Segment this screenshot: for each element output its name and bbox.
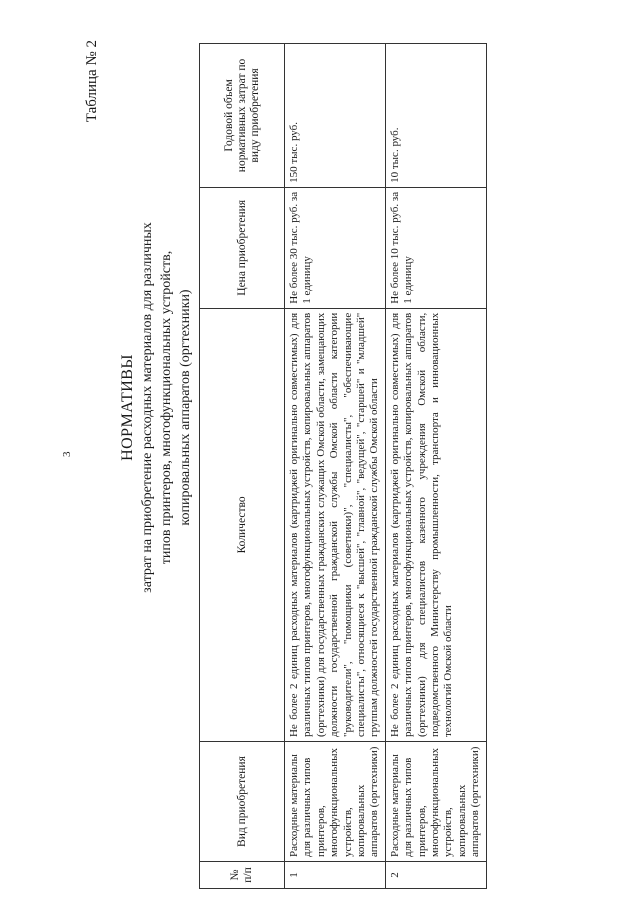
cell-type: Расходные материалы для различных типов принтеров, многофункциональных устройств, копировальных аппаратов (оргтехники) (385, 742, 486, 862)
header-num: № п/п (200, 862, 285, 889)
title-line-2: типов принтеров, многофункциональных устройств, (159, 250, 174, 565)
title-line-1: затрат на приобретение расходных материалов для различных (140, 222, 155, 593)
document-title (118, 60, 195, 755)
header-quantity: Количество (200, 308, 285, 741)
table-label: Таблица № 2 (84, 40, 100, 123)
table-row (285, 44, 386, 889)
table-header-row (200, 44, 285, 889)
header-annual: Годовой объем нормативных затрат по виду приобретения (200, 44, 285, 188)
cell-num: 2 (385, 862, 486, 889)
cell-price: Не более 30 тыс. руб. за 1 единицу (285, 187, 386, 308)
header-type: Вид приобретения (200, 742, 285, 862)
cell-type: Расходные материалы для различных типов принтеров, многофункциональных устройств, копировальных аппаратов (оргтехники) (285, 742, 386, 862)
cell-annual: 150 тыс. руб. (285, 44, 386, 188)
cell-price: Не более 10 тыс. руб. за 1 единицу (385, 187, 486, 308)
title-line-3: копировальных аппаратов (оргтехники) (178, 289, 193, 526)
cell-annual: 10 тыс. руб. (385, 44, 486, 188)
header-price: Цена приобретения (200, 187, 285, 308)
cell-quantity: Не более 2 единиц расходных материалов (картриджей оригинально совместимых) для различных типов принтеров, многофункциональных устройств, копировальных аппаратов (оргтехники) для государственных гражданских служащих Омской области, замещающих должности государственной гражданской службы Омской области категории "руководители", "помощники (советники)", "специалисты", "обеспечивающие специалисты", относящиеся к "высшей", "главной", "ведущей", "старшей" и "младшей" группам должностей государственной гражданской службы Омской области (285, 308, 386, 741)
page-number: 3 (61, 451, 73, 457)
norms-table (199, 43, 487, 889)
table-row (385, 44, 486, 889)
title-heading: НОРМАТИВЫ (119, 354, 136, 461)
cell-num: 1 (285, 862, 386, 889)
cell-quantity: Не более 2 единиц расходных материалов (картриджей оригинально совместимых) для различных типов принтеров, многофункциональных устройств, копировальных аппаратов (оргтехники) для специалистов казенного учреждения Омской области, подведомственного Министерству промышленности, транспорта и инновационных технологий Омской области (385, 308, 486, 741)
